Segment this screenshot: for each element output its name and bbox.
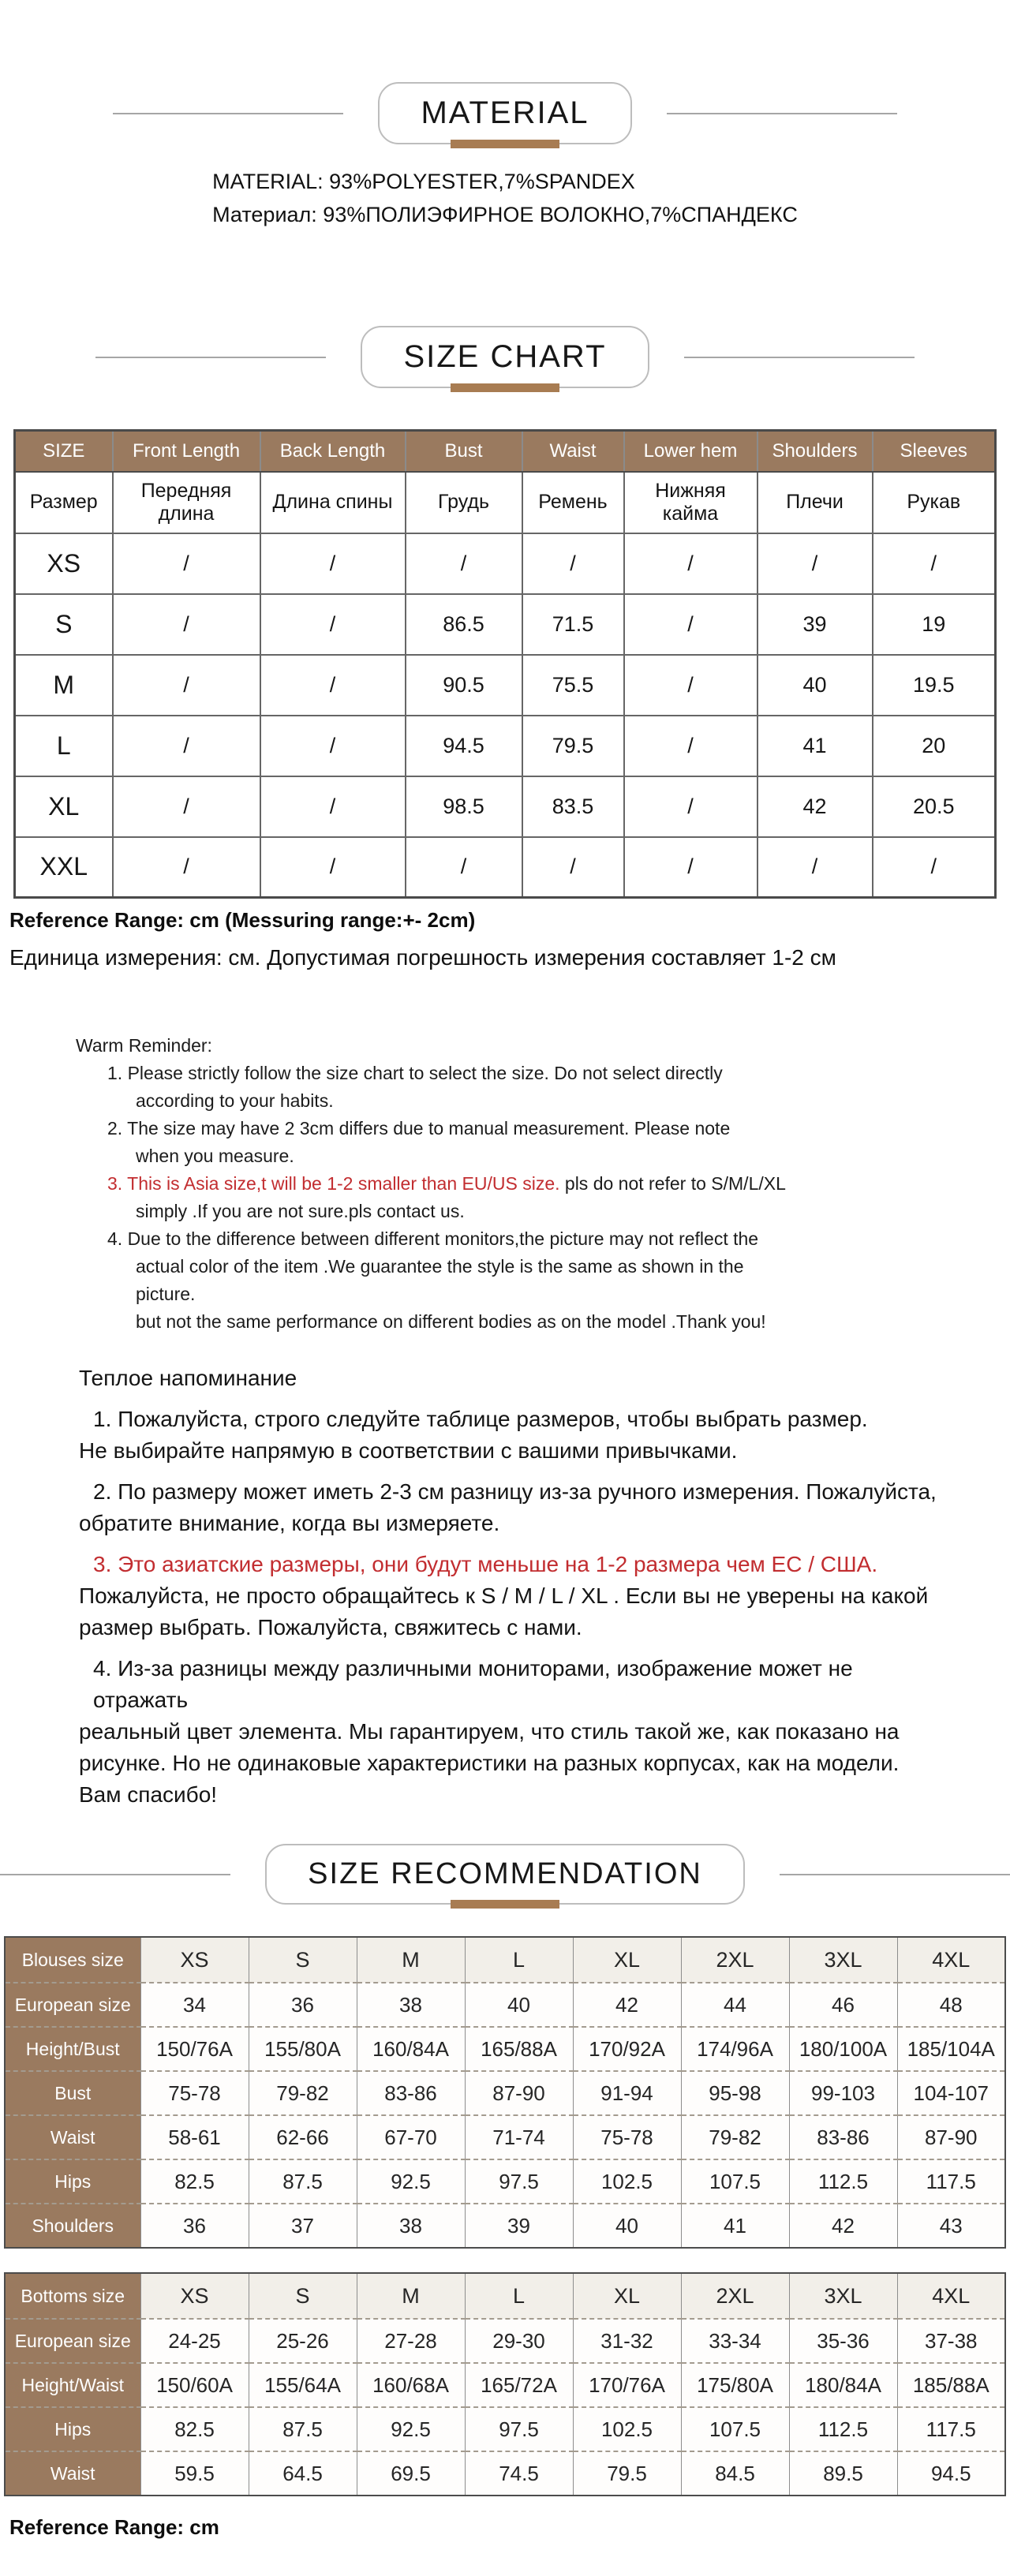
size-chart-section-header [0,326,1010,388]
size-chart-cell: / [624,837,758,898]
rec-table-row [5,1983,1005,2027]
rec-row-label: Waist [5,2451,140,2496]
size-chart-cell: / [873,837,996,898]
size-chart-cell: 19 [873,594,996,655]
rec-cell: XS [140,2273,249,2319]
rec-cell: 67-70 [357,2115,465,2159]
size-recommendation-badge [265,1844,745,1905]
size-chart-cell: 83.5 [522,776,624,837]
rec-cell: 89.5 [789,2451,897,2496]
rec-cell: 62-66 [249,2115,357,2159]
rec-cell: 31-32 [573,2319,681,2363]
size-chart-row [15,716,996,776]
size-label: XS [15,533,113,594]
warm-reminder-item: simply .If you are not sure.pls contact us. [136,1201,465,1221]
rec-cell: 82.5 [140,2159,249,2204]
rec-cell: 79-82 [681,2115,789,2159]
rec-cell: 102.5 [573,2407,681,2451]
reference-range-en: Reference Range: cm (Messuring range:+- 2cm) [9,908,476,932]
rec-cell: 155/64A [249,2363,357,2407]
size-chart-column-header: Lower hem [624,431,758,472]
rec-cell: 40 [465,1983,573,2027]
material-title: MATERIAL [421,95,589,130]
asia-size-warning-red: 3. This is Asia size,t will be 1-2 smaller than EU/US size. [107,1173,560,1194]
size-label: S [15,594,113,655]
rec-cell: 36 [140,2204,249,2248]
rec-cell: 24-25 [140,2319,249,2363]
size-chart-cell: / [113,837,260,898]
size-chart-row [15,776,996,837]
material-line-en: MATERIAL: 93%POLYESTER,7%SPANDEX [212,170,635,193]
badge-accent-bar [451,140,559,148]
size-chart-cell: / [758,533,873,594]
size-label: M [15,655,113,716]
warm-reminder-ru-title: Теплое напоминание [79,1366,297,1390]
size-chart-column-header: Waist [522,431,624,472]
size-recommendation-section-header [0,1844,1010,1905]
size-chart-cell: / [113,655,260,716]
rec-cell: 27-28 [357,2319,465,2363]
size-chart-cell: 20.5 [873,776,996,837]
size-chart-cell: / [758,837,873,898]
rec-cell: 91-94 [573,2071,681,2115]
rec-table-row [5,2407,1005,2451]
rec-cell: 64.5 [249,2451,357,2496]
warm-reminder-ru-item: 4. Из-за разницы между различными мониторами, изображение может не отражать [93,1656,853,1712]
rec-cell: 37-38 [897,2319,1005,2363]
rec-cell: 44 [681,1983,789,2027]
rec-cell: 174/96A [681,2027,789,2071]
warm-reminder-ru-item: 2. По размеру может иметь 2-3 см разницу из-за ручного измерения. Пожалуйста, [93,1479,937,1504]
warm-reminder-ru-item: Пожалуйста, не просто обращайтесь к S / M / L / XL . Если вы не уверены на какой [79,1583,929,1608]
size-chart-cell: 98.5 [406,776,522,837]
rec-cell: 97.5 [465,2159,573,2204]
rec-cell: 92.5 [357,2159,465,2204]
rec-row-label: Hips [5,2159,140,2204]
rec-cell: 180/84A [789,2363,897,2407]
rec-table-row [5,2204,1005,2248]
size-chart-cell: / [113,533,260,594]
rec-cell: 3XL [789,2273,897,2319]
size-chart-cell: / [624,655,758,716]
size-chart-cell: / [624,533,758,594]
size-chart-cell: 79.5 [522,716,624,776]
rec-cell: 155/80A [249,2027,357,2071]
rec-table-row [5,2363,1005,2407]
rec-cell: 160/84A [357,2027,465,2071]
size-chart-cell: / [260,776,406,837]
size-label: XL [15,776,113,837]
rec-cell: S [249,2273,357,2319]
badge-accent-bar [451,1900,559,1909]
rec-cell: 165/72A [465,2363,573,2407]
asia-size-warning-ru-red: 3. Это азиатские размеры, они будут меньше на 1-2 размера чем ЕС / США. [93,1552,878,1576]
rec-cell: 4XL [897,1937,1005,1983]
size-chart-column-header-ru: Передняя длина [113,472,260,533]
size-chart-row [15,837,996,898]
size-chart-cell: 86.5 [406,594,522,655]
rec-cell: 79-82 [249,2071,357,2115]
asia-size-warning-rest: pls do not refer to S/M/L/XL [559,1173,786,1194]
rec-cell: 42 [789,2204,897,2248]
size-chart-column-header: Back Length [260,431,406,472]
size-label: L [15,716,113,776]
badge-accent-bar [451,383,559,392]
rec-cell: 97.5 [465,2407,573,2451]
rec-cell: 117.5 [897,2407,1005,2451]
warm-reminder-item: according to your habits. [136,1090,334,1111]
rec-row-label: European size [5,1983,140,2027]
size-chart-column-header: Sleeves [873,431,996,472]
size-chart-cell: / [260,837,406,898]
rec-cell: XL [573,1937,681,1983]
rec-cell: 4XL [897,2273,1005,2319]
rec-cell: 87-90 [897,2115,1005,2159]
size-chart-cell: 40 [758,655,873,716]
warm-reminder-ru [79,1363,939,1811]
rec-cell: 170/76A [573,2363,681,2407]
size-chart-row [15,533,996,594]
warm-reminder-item: actual color of the item .We guarantee the style is the same as shown in the picture. [136,1256,744,1304]
rec-cell: 150/60A [140,2363,249,2407]
rec-cell: 74.5 [465,2451,573,2496]
rec-row-label: Bottoms size [5,2273,140,2319]
rec-cell: 58-61 [140,2115,249,2159]
rec-cell: 104-107 [897,2071,1005,2115]
rec-cell: L [465,2273,573,2319]
size-chart-title: SIZE CHART [403,339,607,374]
size-chart-cell: / [624,716,758,776]
rec-cell: M [357,1937,465,1983]
rec-cell: 75-78 [140,2071,249,2115]
size-chart-cell: / [260,716,406,776]
rec-table-row [5,2273,1005,2319]
rec-cell: 82.5 [140,2407,249,2451]
rec-row-label: Height/Bust [5,2027,140,2071]
warm-reminder-en [76,1032,786,1336]
rec-row-label: Bust [5,2071,140,2115]
rec-cell: 95-98 [681,2071,789,2115]
size-chart-cell: / [406,837,522,898]
rec-cell: 43 [897,2204,1005,2248]
material-line-ru: Материал: 93%ПОЛИЭФИРНОЕ ВОЛОКНО,7%СПАНДЕКС [212,203,798,226]
rec-cell: 102.5 [573,2159,681,2204]
size-chart-column-header-ru: Размер [15,472,113,533]
size-chart-column-header: Bust [406,431,522,472]
size-chart-row [15,594,996,655]
rec-table-row [5,2115,1005,2159]
size-chart-cell: / [624,594,758,655]
rec-cell: 34 [140,1983,249,2027]
size-chart-cell: 19.5 [873,655,996,716]
rec-cell: XS [140,1937,249,1983]
size-chart-header-row-ru [15,472,996,533]
rec-row-label: Waist [5,2115,140,2159]
rec-cell: 87.5 [249,2159,357,2204]
size-chart-cell: 41 [758,716,873,776]
rec-cell: 71-74 [465,2115,573,2159]
rec-cell: 160/68A [357,2363,465,2407]
rec-cell: 41 [681,2204,789,2248]
warm-reminder-ru-item: реальный цвет элемента. Мы гарантируем, что стиль такой же, как показано на [79,1719,900,1744]
rec-cell: 2XL [681,1937,789,1983]
size-chart-header-row [15,431,996,472]
size-label: XXL [15,837,113,898]
rec-cell: 92.5 [357,2407,465,2451]
warm-reminder-item: 1. Please strictly follow the size chart to select the size. Do not select directly [107,1063,723,1083]
rec-cell: 39 [465,2204,573,2248]
divider-line-right [684,357,915,358]
rec-cell: 33-34 [681,2319,789,2363]
size-chart-cell: / [113,594,260,655]
rec-cell: M [357,2273,465,2319]
rec-cell: 87.5 [249,2407,357,2451]
warm-reminder-ru-item: обратите внимание, когда вы измеряете. [79,1511,500,1535]
rec-cell: 40 [573,2204,681,2248]
size-chart-cell: / [522,533,624,594]
rec-cell: 112.5 [789,2407,897,2451]
bottoms-size-table [4,2272,1006,2496]
rec-row-label: Blouses size [5,1937,140,1983]
size-chart-column-header: Front Length [113,431,260,472]
warm-reminder-item-asia-size [76,1170,786,1198]
rec-cell: 79.5 [573,2451,681,2496]
rec-table-row [5,2319,1005,2363]
size-chart-column-header-ru: Рукав [873,472,996,533]
rec-cell: 180/100A [789,2027,897,2071]
rec-table-row [5,2451,1005,2496]
size-chart-cell: 71.5 [522,594,624,655]
rec-cell: 2XL [681,2273,789,2319]
size-chart-cell: / [260,655,406,716]
warm-reminder-ru-item: Не выбирайте напрямую в соответствии с вашими привычками. [79,1438,738,1463]
rec-cell: 87-90 [465,2071,573,2115]
warm-reminder-item: 4. Due to the difference between different monitors,the picture may not reflect the [107,1228,759,1249]
rec-cell: 165/88A [465,2027,573,2071]
rec-cell: 3XL [789,1937,897,1983]
rec-cell: 185/88A [897,2363,1005,2407]
size-chart-column-header: SIZE [15,431,113,472]
size-chart-table [13,429,997,899]
rec-cell: 150/76A [140,2027,249,2071]
size-chart-cell: / [260,533,406,594]
size-chart-row [15,655,996,716]
rec-table-row [5,2027,1005,2071]
size-chart-cell: 39 [758,594,873,655]
rec-cell: 94.5 [897,2451,1005,2496]
rec-cell: 69.5 [357,2451,465,2496]
rec-row-label: Shoulders [5,2204,140,2248]
divider-line-left [113,113,343,114]
rec-row-label: European size [5,2319,140,2363]
warm-reminder-item: but not the same performance on different bodies as on the model .Thank you! [136,1311,766,1332]
rec-cell: 83-86 [789,2115,897,2159]
reference-range-ru: Единица измерения: см. Допустимая погрешность измерения составляет 1-2 см [9,945,836,970]
rec-cell: 185/104A [897,2027,1005,2071]
material-text-block [212,165,798,231]
size-chart-cell: / [406,533,522,594]
rec-cell: 37 [249,2204,357,2248]
rec-cell: 35-36 [789,2319,897,2363]
rec-cell: 107.5 [681,2407,789,2451]
size-chart-column-header-ru: Нижняя кайма [624,472,758,533]
reference-range-bottom: Reference Range: cm [9,2515,219,2539]
warm-reminder-item: 2. The size may have 2 3cm differs due to manual measurement. Please note [107,1118,731,1138]
size-chart-cell: / [624,776,758,837]
size-chart-badge [361,326,649,388]
rec-cell: 29-30 [465,2319,573,2363]
rec-cell: 59.5 [140,2451,249,2496]
size-chart-cell: 75.5 [522,655,624,716]
warm-reminder-title: Warm Reminder: [76,1035,212,1056]
divider-line-right [780,1874,1010,1875]
rec-cell: 107.5 [681,2159,789,2204]
rec-cell: 36 [249,1983,357,2027]
rec-cell: 99-103 [789,2071,897,2115]
size-chart-column-header-ru: Длина спины [260,472,406,533]
size-chart-cell: 90.5 [406,655,522,716]
rec-row-label: Height/Waist [5,2363,140,2407]
size-chart-cell: 20 [873,716,996,776]
rec-cell: 25-26 [249,2319,357,2363]
rec-cell: XL [573,2273,681,2319]
size-recommendation-title: SIZE RECOMMENDATION [308,1857,702,1890]
material-badge [378,82,631,144]
size-chart-cell: / [113,776,260,837]
warm-reminder-ru-item: размер выбрать. Пожалуйста, свяжитесь с нами. [79,1615,582,1639]
rec-cell: 75-78 [573,2115,681,2159]
size-chart-column-header-ru: Плечи [758,472,873,533]
rec-cell: 42 [573,1983,681,2027]
size-chart-column-header-ru: Грудь [406,472,522,533]
rec-cell: 117.5 [897,2159,1005,2204]
divider-line-right [667,113,897,114]
divider-line-left [95,357,326,358]
size-chart-cell: / [873,533,996,594]
rec-cell: S [249,1937,357,1983]
rec-cell: 84.5 [681,2451,789,2496]
rec-cell: 175/80A [681,2363,789,2407]
rec-cell: 112.5 [789,2159,897,2204]
rec-table-row [5,1937,1005,1983]
rec-cell: 83-86 [357,2071,465,2115]
material-section-header [0,82,1010,144]
rec-table-row [5,2071,1005,2115]
size-chart-cell: / [260,594,406,655]
rec-cell: 38 [357,2204,465,2248]
rec-cell: 46 [789,1983,897,2027]
blouses-size-table [4,1936,1006,2249]
size-chart-cell: / [113,716,260,776]
rec-cell: 48 [897,1983,1005,2027]
size-chart-cell: 94.5 [406,716,522,776]
size-chart-cell: 42 [758,776,873,837]
divider-line-left [0,1874,230,1875]
rec-cell: 170/92A [573,2027,681,2071]
size-chart-cell: / [522,837,624,898]
size-chart-column-header-ru: Ремень [522,472,624,533]
rec-row-label: Hips [5,2407,140,2451]
rec-cell: 38 [357,1983,465,2027]
size-chart-column-header: Shoulders [758,431,873,472]
warm-reminder-ru-item: 1. Пожалуйста, строго следуйте таблице размеров, чтобы выбрать размер. [93,1407,868,1431]
warm-reminder-ru-item: рисунке. Но не одинаковые характеристики на разных корпусах, как на модели. [79,1751,900,1775]
warm-reminder-ru-item: Вам спасибо! [79,1782,218,1807]
rec-cell: L [465,1937,573,1983]
rec-table-row [5,2159,1005,2204]
warm-reminder-item: when you measure. [136,1146,294,1166]
